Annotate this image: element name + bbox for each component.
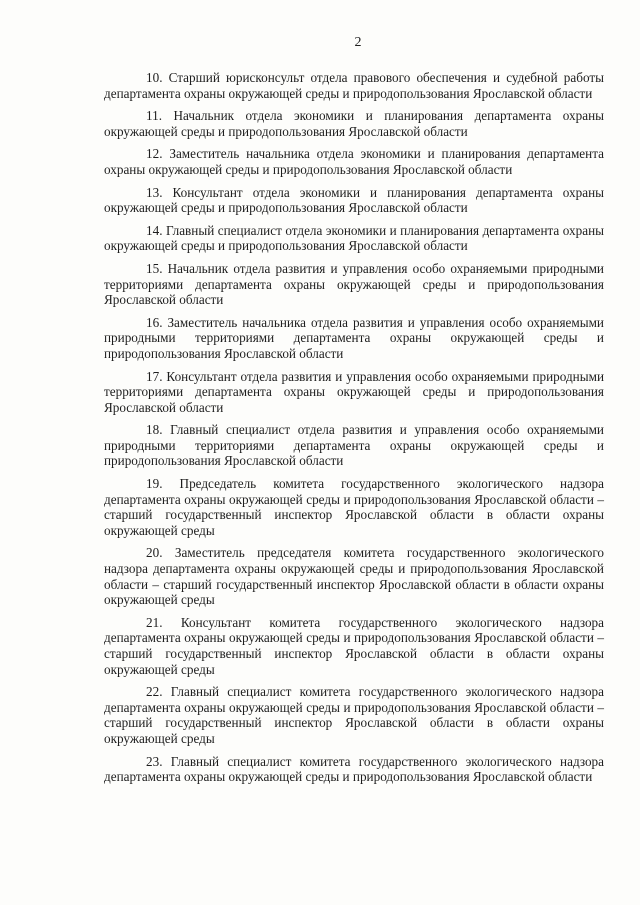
list-item: 22. Главный специалист комитета государственного экологического надзора департамента охраны окружающей среды и природопользования Ярославской области – старший государственный инспектор Ярославской области в области охраны окружающей среды	[104, 684, 604, 746]
list-item: 14. Главный специалист отдела экономики и планирования департамента охраны окружающей среды и природопользования Ярославской области	[104, 222, 604, 254]
list-item: 21. Консультант комитета государственного экологического надзора департамента охраны окружающей среды и природопользования Ярославской области – старший государственный инспектор Ярославской области в области охраны окружающей среды	[104, 614, 604, 677]
position-list	[104, 70, 604, 785]
list-item: 15. Начальник отдела развития и управления особо охраняемыми природными территориями департамента охраны окружающей среды и природопользования Ярославской области	[104, 260, 604, 308]
list-item: 18. Главный специалист отдела развития и управления особо охраняемыми природными территориями департамента охраны окружающей среды и природопользования Ярославской области	[104, 422, 604, 469]
list-item: 19. Председатель комитета государственного экологического надзора департамента охраны окружающей среды и природопользования Ярославской области – старший государственный инспектор Ярославской области в области охраны окружающей среды	[104, 476, 604, 538]
list-item: 10. Старший юрисконсульт отдела правового обеспечения и судебной работы департамента охраны окружающей среды и природопользования Ярославской области	[104, 70, 604, 101]
list-item: 16. Заместитель начальника отдела развития и управления особо охраняемыми природными территориями департамента охраны окружающей среды и природопользования Ярославской области	[104, 314, 604, 361]
page-number: 2	[354, 35, 362, 50]
list-item: 13. Консультант отдела экономики и планирования департамента охраны окружающей среды и природопользования Ярославской области	[104, 184, 604, 216]
list-item: 11. Начальник отдела экономики и планирования департамента охраны окружающей среды и природопользования Ярославской области	[104, 108, 604, 139]
list-item: 23. Главный специалист комитета государственного экологического надзора департамента охраны окружающей среды и природопользования Ярославской области	[104, 753, 604, 785]
list-item: 20. Заместитель председателя комитета государственного экологического надзора департамента охраны окружающей среды и природопользования Ярославской области – старший государственный инспектор Ярославской области в области охраны окружающей среды	[104, 545, 604, 608]
list-item: 17. Консультант отдела развития и управления особо охраняемыми природными территориями департамента охраны окружающей среды и природопользования Ярославской области	[104, 368, 604, 415]
list-item: 12. Заместитель начальника отдела экономики и планирования департамента охраны окружающей среды и природопользования Ярославской области	[104, 146, 604, 177]
